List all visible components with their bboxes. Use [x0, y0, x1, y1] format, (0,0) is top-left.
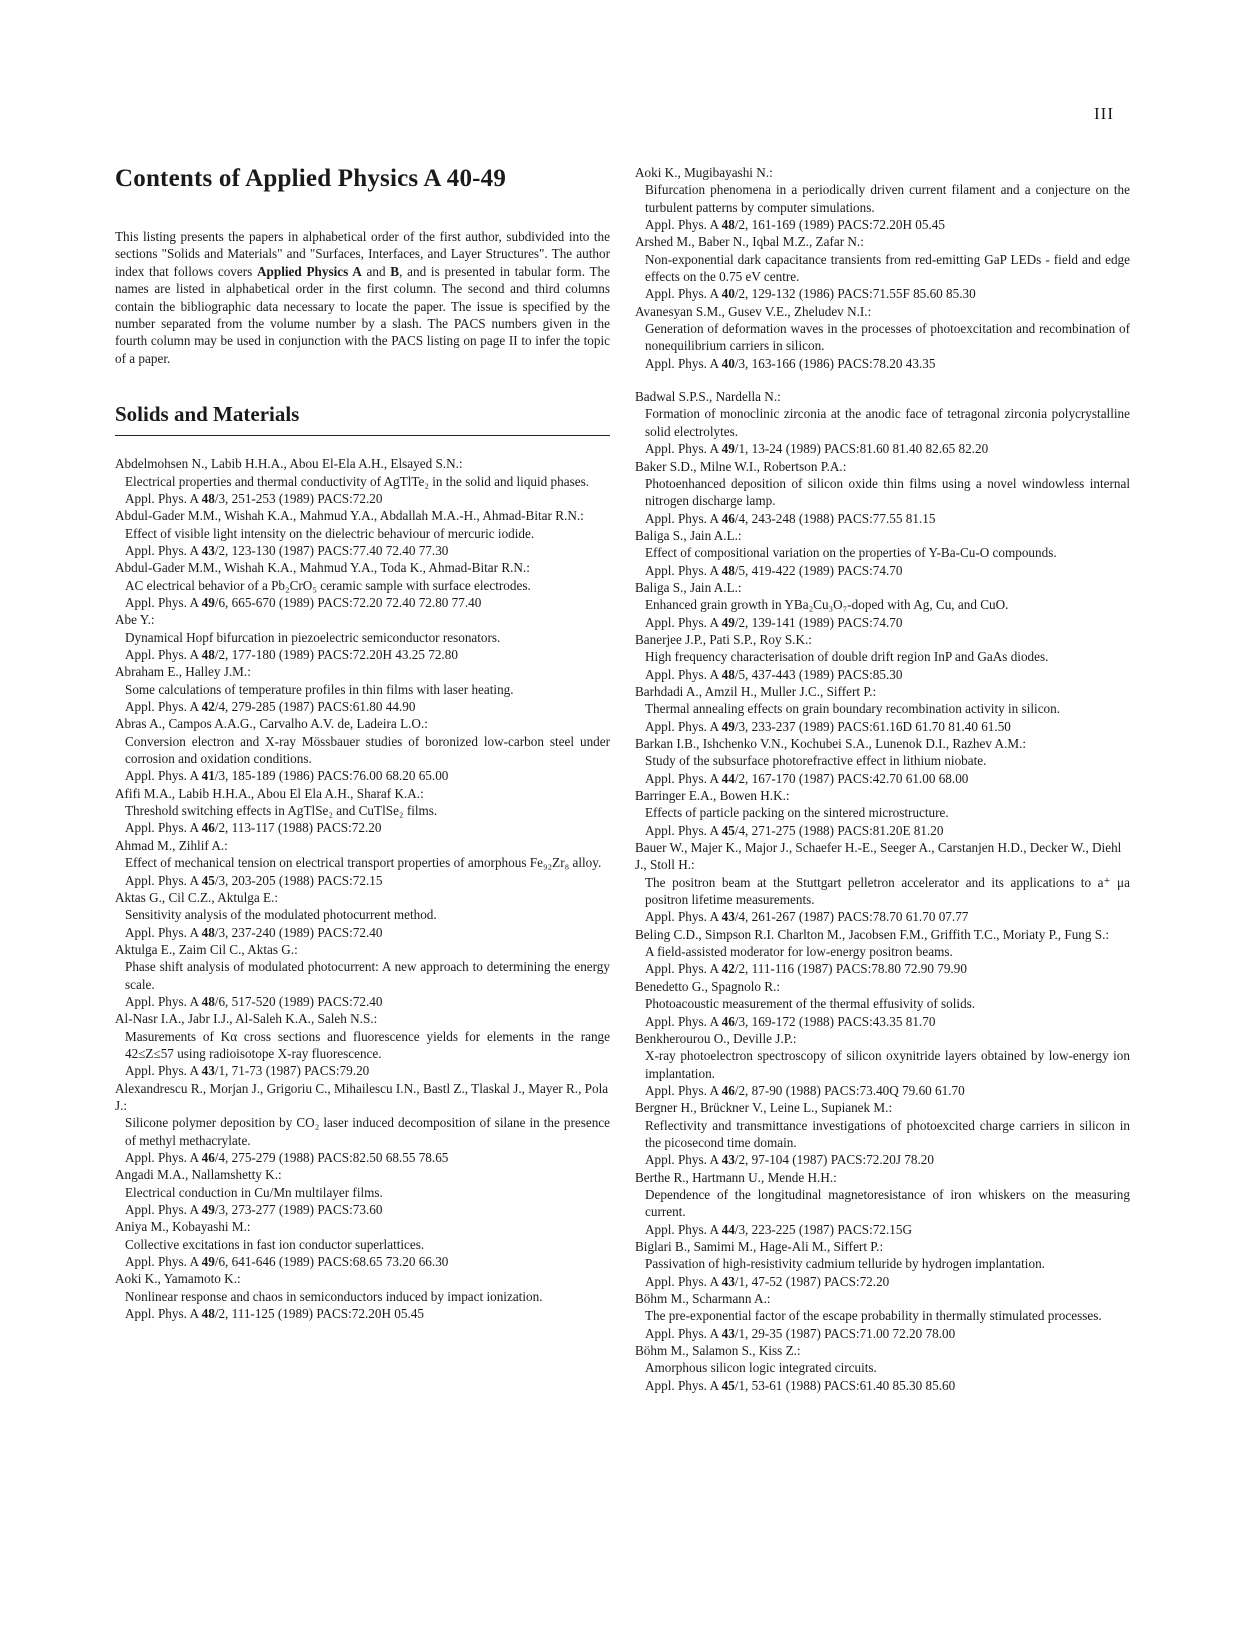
list-item: [635, 978, 1130, 1030]
list-item: [635, 787, 1130, 839]
entry-volume: 41: [201, 768, 215, 784]
list-item: [635, 683, 1130, 735]
entry-authors: Baliga S., Jain A.L.:: [635, 527, 742, 543]
entry-title: Some calculations of temperature profiles in thin films with laser heating.: [125, 681, 514, 697]
entry-reference: Appl. Phys. A 43/2, 97-104 (1987) PACS:72.20J 78.20: [645, 1152, 934, 1168]
entry-title: Bifurcation phenomena in a periodically driven current filament and a conjecture on the turbulent patterns by computer simulations.: [645, 182, 1130, 215]
entry-title: Effect of visible light intensity on the dielectric behaviour of mercuric iodide.: [125, 525, 535, 541]
entry-authors: Aktulga E., Zaim Cil C., Aktas G.:: [115, 941, 298, 957]
entry-reference: Appl. Phys. A 49/1, 13-24 (1989) PACS:81.60 81.40 82.65 82.20: [645, 441, 989, 457]
entry-authors: Barringer E.A., Bowen H.K.:: [635, 788, 790, 804]
entry-authors: Böhm M., Salamon S., Kiss Z.:: [635, 1343, 801, 1359]
list-item: [635, 1030, 1130, 1099]
list-item: [635, 839, 1130, 926]
entry-volume: 45: [721, 1377, 735, 1393]
entry-title: Passivation of high-resistivity cadmium telluride by hydrogen implantation.: [645, 1256, 1045, 1272]
left-column: [115, 164, 610, 1322]
entry-authors: Barkan I.B., Ishchenko V.N., Kochubei S.A., Lunenok D.I., Razhev A.M.:: [635, 736, 1027, 751]
list-item: [115, 455, 610, 507]
list-item: [115, 611, 610, 663]
list-item: [115, 1166, 610, 1218]
entry-reference: Appl. Phys. A 43/1, 47-52 (1987) PACS:72.20: [645, 1273, 890, 1289]
entry-list-left: [115, 455, 610, 1322]
list-item: [635, 1342, 1130, 1394]
entry-list-right-b: [635, 388, 1130, 1394]
list-item: [635, 164, 1130, 233]
list-item: [635, 1169, 1130, 1238]
entry-title: Effect of compositional variation on the properties of Y-Ba-Cu-O compounds.: [645, 545, 1057, 561]
entry-reference: Appl. Phys. A 41/3, 185-189 (1986) PACS:76.00 68.20 65.00: [125, 768, 449, 784]
entry-authors: Al-Nasr I.A., Jabr I.J., Al-Saleh K.A., Saleh N.S.:: [115, 1011, 378, 1027]
entry-volume: 49: [721, 718, 735, 734]
entry-volume: 46: [721, 1013, 735, 1029]
entry-title: Nonlinear response and chaos in semiconductors induced by impact ionization.: [125, 1288, 543, 1304]
list-item: [635, 1099, 1130, 1168]
entry-volume: 42: [721, 961, 735, 977]
entry-reference: Appl. Phys. A 46/2, 113-117 (1988) PACS:72.20: [125, 820, 382, 836]
entry-volume: 40: [721, 355, 735, 371]
entry-volume: 42: [201, 699, 215, 715]
entry-authors: Angadi M.A., Nallamshetty K.:: [115, 1167, 282, 1183]
entry-reference: Appl. Phys. A 45/4, 271-275 (1988) PACS:81.20E 81.20: [645, 822, 944, 838]
entry-volume: 43: [721, 909, 735, 925]
list-item: [115, 941, 610, 1010]
entry-title: X-ray photoelectron spectroscopy of silicon oxynitride layers obtained by low-energy ion implantation.: [645, 1048, 1130, 1081]
entry-volume: 48: [201, 993, 215, 1009]
entry-title: Conversion electron and X-ray Mössbauer studies of boronized low-carbon steel under corrosion and oxidation conditions.: [125, 733, 610, 767]
entry-volume: 48: [721, 666, 735, 682]
entry-title: Study of the subsurface photorefractive effect in lithium niobate.: [645, 753, 987, 769]
entry-authors: Aniya M., Kobayashi M.:: [115, 1219, 251, 1235]
list-item: [115, 1080, 610, 1167]
entry-title: Phase shift analysis of modulated photocurrent: A new approach to determining the energy scale.: [125, 959, 610, 992]
list-item: [115, 507, 610, 559]
entry-title: Dependence of the longitudinal magnetoresistance of iron whiskers on the measuring current.: [645, 1186, 1130, 1220]
entry-title: Sensitivity analysis of the modulated photocurrent method.: [125, 907, 437, 923]
entry-reference: Appl. Phys. A 45/3, 203-205 (1988) PACS:72.15: [125, 872, 383, 888]
entry-volume: 40: [721, 286, 735, 302]
entry-title: Threshold switching effects in AgTlSe₂ and CuTlSe₂ films.: [125, 803, 438, 819]
entry-title: Formation of monoclinic zirconia at the anodic face of tetragonal zirconia polycrystalline solid electrolytes.: [645, 406, 1130, 439]
entry-reference: Appl. Phys. A 48/6, 517-520 (1989) PACS:72.40: [125, 993, 383, 1009]
entry-reference: Appl. Phys. A 40/3, 163-166 (1986) PACS:78.20 43.35: [645, 355, 936, 371]
entry-authors: Alexandrescu R., Morjan J., Grigoriu C., Mihailescu I.N., Bastl Z., Tlaskal J., Mayer R., Pola J.:: [115, 1080, 609, 1113]
entry-title: Photoacoustic measurement of the thermal effusivity of solids.: [645, 996, 976, 1012]
entry-volume: 48: [721, 562, 735, 578]
entry-reference: Appl. Phys. A 48/5, 437-443 (1989) PACS:85.30: [645, 666, 903, 682]
entry-volume: 43: [721, 1325, 735, 1341]
entry-authors: Banerjee J.P., Pati S.P., Roy S.K.:: [635, 631, 812, 647]
entry-title: Generation of deformation waves in the processes of photoexcitation and recombination of nonequilibrium carriers in silicon.: [645, 321, 1130, 354]
list-item: [635, 631, 1130, 683]
group-gap: [635, 372, 1130, 388]
entry-authors: Abdul-Gader M.M., Wishah K.A., Mahmud Y.A., Toda K., Ahmad-Bitar R.N.:: [115, 560, 530, 576]
entry-reference: Appl. Phys. A 45/1, 53-61 (1988) PACS:61.40 85.30 85.60: [645, 1377, 956, 1393]
entry-volume: 45: [201, 872, 215, 888]
list-item: [115, 1218, 610, 1270]
list-item: [115, 663, 610, 715]
list-item: [115, 1270, 610, 1322]
entry-volume: 44: [721, 770, 735, 786]
entry-authors: Arshed M., Baber N., Iqbal M.Z., Zafar N.:: [635, 234, 864, 250]
list-item: [635, 527, 1130, 579]
entry-title: The positron beam at the Stuttgart pelletron accelerator and its applications to a⁺ μa positron lifetime measurements.: [645, 874, 1130, 908]
entry-authors: Benedetto G., Spagnolo R.:: [635, 978, 781, 994]
list-item: [115, 559, 610, 611]
entry-authors: Abe Y.:: [115, 612, 155, 628]
entry-reference: Appl. Phys. A 46/3, 169-172 (1988) PACS:43.35 81.70: [645, 1013, 936, 1029]
entry-title: Electrical properties and thermal conductivity of AgTlTe₂ in the solid and liquid phases.: [125, 473, 590, 489]
entry-authors: Biglari B., Samimi M., Hage-Ali M., Siffert P.:: [635, 1238, 884, 1254]
entry-volume: 48: [201, 490, 215, 506]
entry-volume: 43: [201, 1063, 215, 1079]
list-item: [635, 579, 1130, 631]
entry-authors: Abras A., Campos A.A.G., Carvalho A.V. de, Ladeira L.O.:: [115, 716, 428, 732]
entry-authors: Bergner H., Brückner V., Leine L., Supianek M.:: [635, 1100, 893, 1116]
entry-volume: 48: [201, 1306, 215, 1322]
list-item: [115, 715, 610, 784]
entry-volume: 49: [201, 595, 215, 610]
entry-title: The pre-exponential factor of the escape probability in thermally stimulated processes.: [645, 1308, 1102, 1324]
page-number: III: [1094, 104, 1114, 123]
list-item: [115, 837, 610, 889]
entry-volume: 43: [721, 1273, 735, 1289]
entry-volume: 48: [201, 924, 215, 940]
list-item: [635, 303, 1130, 372]
entry-authors: Aoki K., Yamamoto K.:: [115, 1271, 241, 1287]
list-item: [635, 1290, 1130, 1342]
entry-authors: Bauer W., Majer K., Major J., Schaefer H.-E., Seeger A., Carstanjen H.D., Decker W., Diehl J., Stoll H.:: [635, 840, 1122, 873]
entry-title: Electrical conduction in Cu/Mn multilayer films.: [125, 1184, 383, 1200]
entry-authors: Baliga S., Jain A.L.:: [635, 579, 742, 595]
entry-reference: Appl. Phys. A 43/1, 29-35 (1987) PACS:71.00 72.20 78.00: [645, 1325, 956, 1341]
entry-authors: Avanesyan S.M., Gusev V.E., Zheludev N.I.:: [635, 303, 872, 319]
entry-volume: 44: [721, 1221, 735, 1237]
entry-volume: 46: [201, 820, 215, 836]
entry-title: Effects of particle packing on the sintered microstructure.: [645, 805, 949, 821]
entry-volume: 46: [721, 510, 735, 526]
entry-volume: 43: [721, 1152, 735, 1168]
intro-paragraph: This listing presents the papers in alphabetical order of the first author, subdivided into the sections "Solids and Materials" and "Surfaces, Interfaces, and Layer Structures". The author index that follows covers Applied Physics A and B, and is presented in tabular form. The names are listed in alphabetical order in the first column. The second and third columns contain the bibliographic data necessary to locate the paper. The issue is specified by the number separated from the volume number by a slash. The PACS numbers given in the fourth column may be used in conjunction with the PACS listing on page II to infer the topic of a paper.: [115, 229, 610, 366]
list-item: [635, 1238, 1130, 1290]
entry-reference: Appl. Phys. A 44/3, 223-225 (1987) PACS:72.15G: [645, 1221, 912, 1237]
entry-reference: Appl. Phys. A 44/2, 167-170 (1987) PACS:42.70 61.00 68.00: [645, 770, 969, 786]
page-title: Contents of Applied Physics A 40-49: [115, 165, 507, 192]
entry-reference: Appl. Phys. A 43/4, 261-267 (1987) PACS:78.70 61.70 07.77: [645, 909, 969, 925]
entry-reference: Appl. Phys. A 49/3, 233-237 (1989) PACS:61.16D 61.70 81.40 61.50: [645, 718, 1011, 734]
entry-reference: Appl. Phys. A 48/2, 177-180 (1989) PACS:72.20H 43.25 72.80: [125, 647, 458, 663]
list-item: [635, 388, 1130, 457]
entry-reference: Appl. Phys. A 40/2, 129-132 (1986) PACS:71.55F 85.60 85.30: [645, 286, 976, 302]
list-item: [115, 889, 610, 941]
entry-reference: Appl. Phys. A 49/3, 273-277 (1989) PACS:73.60: [125, 1202, 383, 1218]
entry-reference: Appl. Phys. A 49/6, 665-670 (1989) PACS:72.20 72.40 72.80 77.40: [125, 595, 482, 610]
entry-authors: Barhdadi A., Amzil H., Muller J.C., Siffert P.:: [635, 683, 877, 699]
entry-title: Enhanced grain growth in YBa₂Cu₃O₇-doped with Ag, Cu, and CuO.: [645, 597, 1009, 613]
entry-authors: Böhm M., Scharmann A.:: [635, 1291, 771, 1306]
list-item: [635, 926, 1130, 978]
entry-volume: 43: [201, 542, 215, 558]
entry-volume: 49: [201, 1202, 215, 1218]
entry-authors: Abdul-Gader M.M., Wishah K.A., Mahmud Y.A., Abdallah M.A.-H., Ahmad-Bitar R.N.:: [115, 508, 584, 524]
entry-authors: Abdelmohsen N., Labib H.H.A., Abou El-Ela A.H., Elsayed S.N.:: [115, 456, 463, 472]
section-title: Solids and Materials: [115, 402, 300, 427]
entry-reference: Appl. Phys. A 46/4, 275-279 (1988) PACS:82.50 68.55 78.65: [125, 1150, 449, 1165]
list-item: [635, 735, 1130, 787]
entry-reference: Appl. Phys. A 48/5, 419-422 (1989) PACS:74.70: [645, 562, 903, 578]
section-divider: [115, 435, 610, 436]
list-item: [635, 458, 1130, 527]
entry-title: Silicone polymer deposition by CO₂ laser induced decomposition of silane in the presence of methyl methacrylate.: [125, 1115, 610, 1148]
entry-title: Reflectivity and transmittance investigations of photoexcited charge carriers in silicon in the picosecond time domain.: [645, 1117, 1130, 1150]
entry-volume: 45: [721, 822, 735, 838]
entry-reference: Appl. Phys. A 46/4, 243-248 (1988) PACS:77.55 81.15: [645, 510, 936, 526]
entry-authors: Aoki K., Mugibayashi N.:: [635, 165, 773, 180]
entry-list-right-a: [635, 164, 1130, 372]
entry-authors: Baker S.D., Milne W.I., Robertson P.A.:: [635, 458, 847, 474]
entry-authors: Berthe R., Hartmann U., Mende H.H.:: [635, 1169, 837, 1185]
entry-reference: Appl. Phys. A 48/2, 161-169 (1989) PACS:72.20H 05.45: [645, 217, 945, 233]
entry-volume: 48: [201, 647, 215, 663]
entry-title: High frequency characterisation of double drift region InP and GaAs diodes.: [645, 649, 1049, 665]
entry-title: AC electrical behavior of a Pb₂CrO₅ ceramic sample with surface electrodes.: [125, 577, 531, 593]
entry-authors: Afifi M.A., Labib H.H.A., Abou El Ela A.H., Sharaf K.A.:: [115, 785, 424, 801]
entry-reference: Appl. Phys. A 46/2, 87-90 (1988) PACS:73.40Q 79.60 61.70: [645, 1082, 965, 1098]
entry-reference: Appl. Phys. A 42/4, 279-285 (1987) PACS:61.80 44.90: [125, 699, 416, 715]
entry-reference: Appl. Phys. A 48/3, 251-253 (1989) PACS:72.20: [125, 490, 383, 506]
entry-authors: Badwal S.P.S., Nardella N.:: [635, 389, 781, 405]
list-item: [635, 233, 1130, 302]
entry-authors: Benkherourou O., Deville J.P.:: [635, 1030, 797, 1046]
entry-volume: 46: [721, 1082, 735, 1098]
list-item: [115, 785, 610, 837]
entry-reference: Appl. Phys. A 49/6, 641-646 (1989) PACS:68.65 73.20 66.30: [125, 1254, 449, 1270]
entry-volume: 49: [721, 614, 735, 630]
entry-title: A field-assisted moderator for low-energy positron beams.: [645, 944, 953, 960]
entry-authors: Ahmad M., Zihlif A.:: [115, 837, 228, 853]
entry-volume: 49: [201, 1254, 215, 1270]
entry-authors: Beling C.D., Simpson R.I. Charlton M., Jacobsen F.M., Griffith T.C., Moriaty P., Fung S.:: [635, 926, 1110, 942]
entry-title: Masurements of Kα cross sections and fluorescence yields for elements in the range 42≤Z≤57 using radioisotope X-ray fluorescence.: [125, 1028, 610, 1061]
right-column: [635, 164, 1130, 1394]
entry-title: Collective excitations in fast ion conductor superlattices.: [125, 1236, 425, 1252]
entry-authors: Aktas G., Cil C.Z., Aktulga E.:: [115, 889, 279, 905]
entry-title: Effect of mechanical tension on electrical transport properties of amorphous Fe₉₂Zr₈ alloy.: [125, 855, 602, 871]
entry-reference: Appl. Phys. A 43/2, 123-130 (1987) PACS:77.40 72.40 77.30: [125, 542, 449, 558]
entry-reference: Appl. Phys. A 43/1, 71-73 (1987) PACS:79.20: [125, 1063, 370, 1079]
entry-authors: Abraham E., Halley J.M.:: [115, 664, 251, 680]
entry-reference: Appl. Phys. A 42/2, 111-116 (1987) PACS:78.80 72.90 79.90: [645, 961, 967, 977]
entry-title: Amorphous silicon logic integrated circuits.: [645, 1360, 877, 1376]
entry-volume: 46: [201, 1150, 215, 1165]
entry-reference: Appl. Phys. A 49/2, 139-141 (1989) PACS:74.70: [645, 614, 903, 630]
entry-volume: 49: [721, 441, 735, 457]
entry-reference: Appl. Phys. A 48/3, 237-240 (1989) PACS:72.40: [125, 924, 383, 940]
entry-title: Thermal annealing effects on grain boundary recombination activity in silicon.: [645, 701, 1061, 717]
entry-title: Dynamical Hopf bifurcation in piezoelectric semiconductor resonators.: [125, 629, 501, 645]
entry-volume: 48: [721, 217, 735, 233]
entry-title: Photoenhanced deposition of silicon oxide thin films using a novel windowless internal nitrogen discharge lamp.: [645, 475, 1130, 509]
entry-reference: Appl. Phys. A 48/2, 111-125 (1989) PACS:72.20H 05.45: [125, 1306, 424, 1322]
entry-title: Non-exponential dark capacitance transients from red-emitting GaP LEDs - field and edge effects on the 0.75 eV centre.: [645, 251, 1130, 285]
list-item: [115, 1010, 610, 1079]
